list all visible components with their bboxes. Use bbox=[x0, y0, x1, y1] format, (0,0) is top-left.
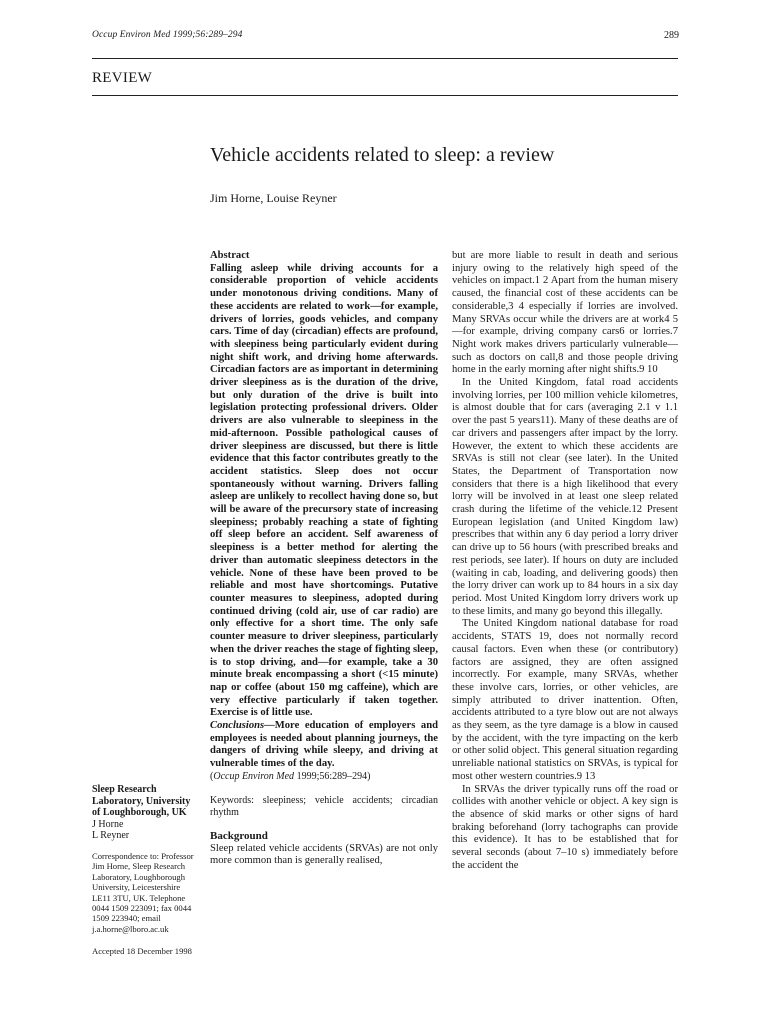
affiliation-institution: Sleep Research Laboratory, University of Loughborough, UK bbox=[92, 784, 191, 818]
column-right bbox=[452, 250, 678, 872]
citation-journal: Occup Environ Med bbox=[213, 770, 295, 782]
running-header bbox=[92, 30, 242, 40]
affiliation-author-1: J Horne bbox=[92, 818, 124, 830]
page-number: 289 bbox=[664, 30, 679, 41]
keywords: Keywords: sleepiness; vehicle accidents; circadian rhythm bbox=[210, 794, 438, 819]
section-rule bbox=[92, 95, 678, 96]
accepted-date: Accepted 18 December 1998 bbox=[92, 946, 192, 956]
abstract-body: Falling asleep while driving accounts for a considerable proportion of vehicle accidents under monotonous driving conditions. Many of these accidents are related to work—for example, drivers of lorries, goods vehicles, and company cars. Time of day (circadian) effects are profound, with sleepiness being particularly evident during night shift work, and driving home afterwards. Circadian factors are as important in determining driver sleepiness as is the duration of the drive, but only duration of the drive is built into legislation protecting professional drivers. Older drivers are also vulnerable to sleepiness in the mid-afternoon. Possible pathological causes of driver sleepiness are discussed, but there is little evidence that this factor contributes greatly to the accident statistics. Sleep does not occur spontaneously without warning. Drivers falling asleep are unlikely to recollect having done so, but will be aware of the precursory state of increasing sleepiness; probably reaching a state of fighting off sleep before an accident. Self awareness of sleepiness is a better method for alerting the driver than automatic sleepiness detectors in the vehicle. None of these have been proved to be reliable and most have shortcomings. Putative counter measures to sleepiness, adopted during continued driving (cold air, use of car radio) are only effective for a short time. The only safe counter measure to driver sleepiness, particularly when the driver reaches the stage of fighting sleep, is to stop driving, and—for example, take a 30 minute break encompassing a short (<15 minute) nap or coffee (about 150 mg caffeine), which are very effective particularly if taken together. Exercise is of little use. bbox=[210, 262, 438, 719]
article-authors: Jim Horne, Louise Reyner bbox=[210, 191, 337, 205]
abstract-conclusions bbox=[210, 720, 438, 771]
affiliation-block bbox=[92, 784, 200, 842]
body-paragraph-3: The United Kingdom national database for road accidents, STATS 19, does not normally record causal factors. Even when these (or contributory) factors are assigned, they are often assigned incorrectly. For example, many SRVAs, whether these involve cars, lorries, or other vehicles, are simply attributed to driver inattention. Often, accidents attributed to a tyre blow out are not always as they seem, as the tyre damage is a blow in caused by the accident, with the tyre impacting on the kerb or other solid object. This general situation regarding unreliable national statistics on SRVAs, is typical for most other western countries.9 13 bbox=[452, 618, 678, 782]
background-paragraph: Sleep related vehicle accidents (SRVAs) are not only more common than is generally realised, bbox=[210, 842, 438, 867]
section-label: REVIEW bbox=[92, 70, 153, 86]
abstract-citation: (Occup Environ Med 1999;56:289–294) bbox=[210, 770, 371, 782]
journal-issue: 1999;56:289–294 bbox=[172, 30, 243, 40]
conclusions-label: Conclusions— bbox=[210, 720, 275, 732]
body-paragraph-1: but are more liable to result in death and serious injury owing to the relatively high speed of the vehicles on impact.1 2 Apart from the human misery caused, the financial cost of these accidents can be considerable,3 4 especially if lorries are involved. Many SRVAs occur while the drivers are at work4 5—for example, driving company cars6 or lorries.7 Night work makes drivers particularly vulnerable—such as doctors on call,8 and those people driving home in the early morning after night shifts.9 10 bbox=[452, 250, 678, 376]
article-title: Vehicle accidents related to sleep: a review bbox=[210, 144, 555, 166]
correspondence-block: Correspondence to: Professor Jim Horne, Sleep Research Laboratory, Loughborough University, Leicestershire LE11 3TU, UK. Telephone 0044 1509 223091; fax 0044 1509 223940; email j.a.horne@lboro.ac.uk bbox=[92, 851, 194, 934]
journal-name: Occup Environ Med bbox=[92, 30, 171, 40]
header-rule bbox=[92, 58, 678, 59]
body-paragraph-2: In the United Kingdom, fatal road accidents involving lorries, per 100 million vehicle kilometres, is almost double that for cars (averaging 2.1 v 1.1 over the past 5 years11). Many of these deaths are of car drivers and passengers after impact by the lorry. However, the extent to which these accidents are SRVAs is still not clear (see later). In the United States, the Department of Transportation now considers that there is a high likelihood that every lorry will be involved in at least one sleep related crash during the lifetime of the vehicle.12 Present European legislation (and United Kingdom law) prescribes that within any 6 day period a lorry driver can drive up to 56 hours (with prescribed breaks and rest periods, see later). If hours on duty are included (waiting in cab, loading, and delivering goods) then the lorry driver can work up to 84 hours in a six day period. Most United Kingdom lorry drivers work up to these limits, and many go beyond this illegally. bbox=[452, 377, 678, 617]
affiliation-author-2: L Reyner bbox=[92, 830, 130, 841]
abstract-heading: Abstract bbox=[210, 250, 250, 261]
conclusions-text: More education of employers and employees is needed about planning journeys, the dangers of driving while sleepy, and driving at vulnerable times of the day. bbox=[210, 720, 438, 770]
background-heading: Background bbox=[210, 829, 268, 842]
citation-details: 1999;56:289–294) bbox=[294, 770, 371, 782]
body-paragraph-4: In SRVAs the driver typically runs off the road or collides with another vehicle or object. A key sign is the absence of skid marks or other signs of hard braking beforehand (lorry tachographs can provide this evidence). It has to be established that for several seconds (about 7–10 s) immediately before the accident the bbox=[452, 783, 678, 871]
column-left bbox=[210, 250, 438, 868]
